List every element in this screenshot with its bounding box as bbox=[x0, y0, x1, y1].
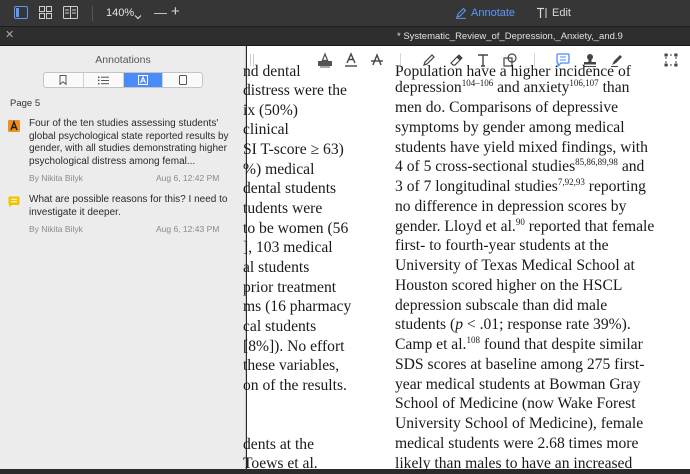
text-line: medical students were 2.68 times more bbox=[395, 435, 639, 452]
text-line: depression$^{104-106}$ and anxiety$^{106,107}$ than bbox=[395, 78, 630, 96]
text-line: these variables, bbox=[243, 357, 340, 374]
text-highlight-tool-icon[interactable] bbox=[317, 52, 333, 68]
sidebar-title: Annotations bbox=[95, 54, 151, 66]
document-title[interactable]: * Systematic_Review_of_Depression,_Anxiety,_and.9 bbox=[397, 31, 623, 42]
zoom-chevron-down-icon[interactable] bbox=[134, 8, 142, 26]
text-line: to be women (56 bbox=[243, 220, 349, 237]
annotate-mode-button[interactable] bbox=[455, 7, 515, 19]
text-line: on of the results. bbox=[243, 377, 347, 394]
text-line: Population have a higher incidence of bbox=[395, 63, 631, 80]
pen-icon bbox=[455, 7, 467, 19]
document-page[interactable] bbox=[243, 63, 690, 472]
tab-outline[interactable] bbox=[84, 73, 124, 87]
tab-pages[interactable] bbox=[163, 73, 202, 87]
annotation-date: Aug 6, 12:42 PM bbox=[156, 173, 220, 183]
text-line: SDS scores at baseline among 275 first- bbox=[395, 356, 645, 373]
text-line: Houston scored higher on the HSCL bbox=[395, 277, 623, 294]
zoom-in-button[interactable]: + bbox=[171, 3, 180, 20]
bookmark-icon bbox=[59, 75, 67, 85]
text-line: 4 of 5 cross-sectional studies$^{85,86,89,98}$ and bbox=[395, 157, 645, 175]
selection-tool-icon[interactable] bbox=[663, 52, 679, 68]
text-line: gender. Lloyd et al.$^{90}$ reported that female bbox=[395, 217, 655, 235]
thumbnails-grid-icon[interactable] bbox=[39, 6, 55, 20]
edit-label: Edit bbox=[552, 7, 571, 19]
text-line: students (p < .01; response rate 39%). bbox=[395, 316, 631, 333]
text-line: dents at the bbox=[243, 436, 315, 453]
annotation-author: By Nikita Bilyk bbox=[29, 173, 83, 183]
text-line: cal students bbox=[243, 318, 317, 335]
annotations-sidebar bbox=[0, 46, 246, 469]
document-tab-bar bbox=[0, 27, 690, 46]
text-line: University School of Medicine), female bbox=[395, 415, 644, 432]
text-line: dental students bbox=[243, 180, 337, 197]
tab-annotations[interactable] bbox=[124, 73, 164, 87]
text-line: tudents were bbox=[243, 200, 323, 217]
annotate-label: Annotate bbox=[471, 7, 516, 19]
text-line: Camp et al.$^{108}$ found that despite similar bbox=[395, 335, 643, 353]
text-line: al students bbox=[243, 259, 310, 276]
tab-bookmarks[interactable] bbox=[44, 73, 84, 87]
text-line: year medical students at Bowman Gray bbox=[395, 376, 641, 393]
text-line: ms (16 pharmacy bbox=[243, 298, 352, 315]
text-line: nd dental bbox=[243, 63, 301, 80]
text-line: likely than males to have an increased bbox=[395, 455, 633, 472]
text-line: clinical bbox=[243, 121, 289, 138]
sidebar-toggle-icon[interactable] bbox=[14, 6, 30, 20]
annotation-page-heading: Page 5 bbox=[10, 98, 41, 109]
text-line: [8%]). No effort bbox=[243, 338, 345, 355]
page-layout-icon[interactable] bbox=[63, 6, 79, 20]
sidebar-view-switcher bbox=[43, 72, 203, 88]
text-cursor-icon bbox=[536, 7, 548, 19]
text-line: ], 103 medical bbox=[243, 239, 333, 256]
text-line: prior treatment bbox=[243, 279, 337, 296]
text-line: Toews et al. bbox=[243, 455, 318, 472]
text-line: men do. Comparisons of depressive bbox=[395, 99, 619, 116]
text-line: School of Medicine (now Wake Forest bbox=[395, 395, 636, 412]
annotation-text: Four of the ten studies assessing students' global psychological state reported results by gender, with all studies demonstrating higher psychological distress among femal... bbox=[29, 118, 229, 168]
page-icon bbox=[179, 75, 187, 85]
text-line: SI T-score ≥ 63) bbox=[243, 141, 344, 158]
text-line: University of Texas Medical School at bbox=[395, 257, 635, 274]
text-line: distress were the bbox=[243, 82, 347, 99]
annotation-icon bbox=[138, 75, 148, 85]
annotation-date: Aug 6, 12:43 PM bbox=[156, 224, 220, 234]
highlight-text-icon bbox=[8, 119, 20, 131]
text-line: symptoms by gender among medical bbox=[395, 119, 625, 136]
list-icon bbox=[98, 76, 109, 85]
main-toolbar bbox=[0, 0, 690, 27]
text-line: no difference in depression scores by bbox=[395, 198, 627, 215]
text-line: %) medical bbox=[243, 161, 315, 178]
edit-mode-button[interactable] bbox=[536, 7, 571, 19]
annotation-text: What are possible reasons for this? I need to investigate it deeper. bbox=[29, 194, 228, 218]
text-line: students have yield mixed findings, with bbox=[395, 139, 648, 156]
zoom-level[interactable]: 140% bbox=[106, 7, 135, 19]
strikethrough-tool-icon[interactable] bbox=[369, 52, 385, 68]
text-line: depression subscale than did male bbox=[395, 297, 608, 314]
text-line: ix (50%) bbox=[243, 102, 298, 119]
close-tab-icon[interactable]: ✕ bbox=[5, 29, 15, 41]
text-line: first- to fourth-year students at the bbox=[395, 237, 609, 254]
note-icon bbox=[8, 195, 20, 207]
text-line: 3 of 7 longitudinal studies$^{7,92,93}$ reporting bbox=[395, 177, 646, 195]
underline-tool-icon[interactable] bbox=[343, 52, 359, 68]
annotation-author: By Nikita Bilyk bbox=[29, 224, 83, 234]
toolbar-divider bbox=[92, 6, 93, 21]
zoom-out-button[interactable]: — bbox=[154, 5, 167, 20]
